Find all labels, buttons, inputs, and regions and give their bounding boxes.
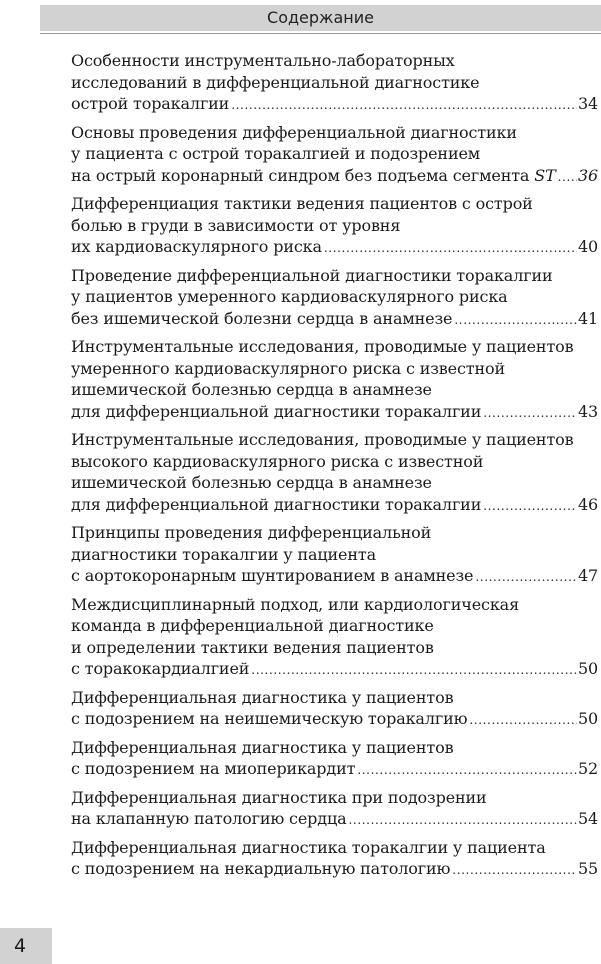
toc-entry-last-line (71, 401, 598, 423)
toc-entry-line: Дифференциальная диагностика при подозрении (71, 787, 487, 807)
toc-entry[interactable] (71, 429, 598, 515)
dot-leader (355, 760, 577, 782)
dot-leader (481, 403, 577, 425)
dot-leader (452, 310, 577, 332)
header-title: Содержание (267, 8, 374, 27)
toc-entry[interactable] (71, 122, 598, 187)
toc-entry-line: команда в дифференциальной диагностике (71, 616, 434, 635)
toc-page-number: 36 (577, 165, 598, 185)
toc-entry-line: Основы проведения дифференциальной диагностики (71, 122, 517, 142)
toc-entry-text: с подозрением на миоперикардит (71, 759, 356, 778)
table-of-contents (71, 50, 598, 887)
toc-entry-line: и определении тактики ведения пациентов (71, 637, 434, 657)
toc-page-number: 52 (577, 759, 598, 778)
toc-entry-text: без ишемической болезни сердца в анамнезе (71, 308, 453, 328)
toc-entry-line: ишемической болезнью сердца в анамнезе (71, 473, 432, 492)
toc-page-number: 54 (577, 809, 598, 828)
toc-entry-text-italic: ST (534, 165, 556, 185)
toc-page-number: 47 (577, 566, 598, 585)
toc-entry-text (71, 165, 556, 187)
toc-entry[interactable] (71, 787, 598, 830)
toc-entry[interactable] (71, 336, 598, 422)
toc-entry-last-line (71, 858, 598, 880)
toc-entry[interactable] (71, 265, 598, 330)
dot-leader (249, 660, 577, 682)
page-number: 4 (13, 935, 27, 957)
dot-leader (347, 810, 577, 832)
dot-leader (229, 95, 577, 117)
dot-leader (322, 238, 577, 260)
toc-page-number: 41 (577, 308, 598, 328)
toc-entry[interactable] (71, 522, 598, 587)
toc-entry-line: у пациента с острой торакалгией и подозрением (71, 144, 481, 163)
toc-entry-line: Дифференциальная диагностика торакалгии у пациента (71, 837, 546, 857)
toc-entry-line: у пациентов умеренного кардиоваскулярного риска (71, 287, 508, 306)
toc-entry-line: Особенности инструментально-лабораторных (71, 51, 455, 70)
toc-page-number: 43 (577, 401, 598, 421)
toc-entry-line: Дифференциальная диагностика у пациентов (71, 737, 454, 757)
toc-entry-last-line (71, 658, 598, 680)
toc-entry-last-line (71, 758, 598, 780)
toc-entry-text-main: на острый коронарный синдром без подъема сегмента (71, 165, 530, 185)
toc-entry-text: с аортокоронарным шунтированием в анамнезе (71, 566, 474, 585)
toc-entry-line: болью в груди в зависимости от уровня (71, 215, 401, 235)
toc-entry-line: ишемической болезнью сердца в анамнезе (71, 380, 432, 399)
toc-entry-text: с подозрением на некардиальную патологию (71, 859, 451, 878)
toc-entry-line: Инструментальные исследования, проводимые у пациентов (71, 337, 574, 356)
toc-entry[interactable] (71, 837, 598, 880)
toc-entry-line: Дифференциальная диагностика у пациентов (71, 687, 454, 707)
toc-entry-line: исследований в дифференциальной диагностике (71, 72, 480, 92)
toc-entry-line: диагностики торакалгии у пациента (71, 544, 376, 564)
toc-entry-line: Междисциплинарный подход, или кардиологическая (71, 594, 520, 614)
toc-entry[interactable] (71, 50, 598, 115)
toc-entry-line: высокого кардиоваскулярного риска с известной (71, 451, 484, 471)
dot-leader (467, 710, 577, 732)
toc-entry[interactable] (71, 687, 598, 730)
toc-entry-last-line (71, 808, 598, 830)
toc-entry[interactable] (71, 737, 598, 780)
toc-entry-text: острой торакалгии (71, 94, 230, 113)
dot-leader (473, 567, 577, 589)
toc-entry-last-line (71, 708, 598, 730)
toc-entry-line: Проведение дифференциальной диагностики торакалгии (71, 265, 553, 285)
toc-entry-text: их кардиоваскулярного риска (71, 237, 322, 256)
dot-leader (556, 167, 577, 189)
toc-entry-last-line (71, 565, 598, 587)
toc-page-number: 46 (577, 494, 598, 514)
toc-entry-text: с торакокардиалгией (71, 659, 250, 678)
toc-entry-text: с подозрением на неишемическую торакалгию (71, 709, 468, 728)
toc-entry-text: для дифференциальной диагностики торакалгии (71, 494, 482, 514)
toc-page-number: 34 (577, 94, 598, 113)
toc-entry-last-line (71, 308, 598, 330)
toc-entry-last-line (71, 93, 598, 115)
dot-leader (481, 496, 577, 518)
toc-page-number: 50 (577, 709, 598, 728)
toc-entry-line: Дифференциация тактики ведения пациентов с острой (71, 194, 533, 213)
toc-entry[interactable] (71, 594, 598, 680)
dot-leader (450, 860, 577, 882)
toc-page-number: 50 (577, 659, 598, 678)
toc-page-number: 55 (577, 859, 598, 878)
header-rule (40, 33, 601, 34)
toc-entry-line: умеренного кардиоваскулярного риска с известной (71, 358, 505, 378)
toc-entry-last-line (71, 236, 598, 258)
toc-entry-text: на клапанную патологию сердца (71, 809, 347, 828)
toc-entry-line: Принципы проведения дифференциальной (71, 523, 432, 542)
running-header (0, 0, 601, 35)
toc-page-number: 40 (577, 237, 598, 256)
toc-entry-last-line (71, 165, 598, 187)
toc-entry-last-line (71, 494, 598, 516)
toc-entry-line: Инструментальные исследования, проводимые у пациентов (71, 430, 574, 449)
toc-entry-text: для дифференциальной диагностики торакалгии (71, 401, 482, 421)
toc-entry[interactable] (71, 193, 598, 258)
